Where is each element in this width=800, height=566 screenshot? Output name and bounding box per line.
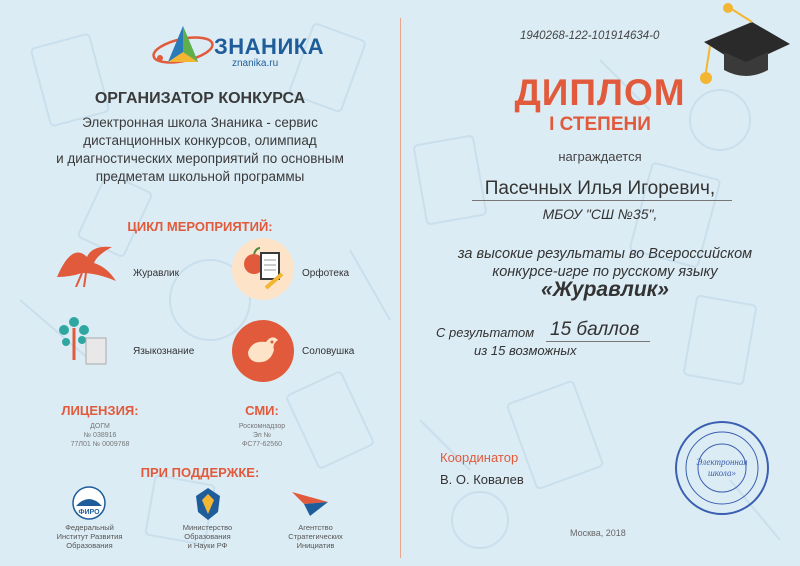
cycle-item-solovushka: Соловушка — [302, 346, 355, 357]
firo-logo-icon — [72, 486, 106, 520]
center-divider — [400, 18, 401, 558]
diploma-title: ДИПЛОМ — [514, 72, 686, 113]
svg-text:школа»: школа» — [708, 468, 736, 478]
support-firo-label: Федеральный Институт Развития Образования — [56, 523, 123, 550]
result-of: из 15 возможных — [474, 343, 577, 358]
coordinator-label: Координатор — [440, 450, 519, 465]
bird-icon — [232, 320, 294, 382]
organizer-title: ОРГАНИЗАТОР КОНКУРСА — [94, 90, 306, 107]
cycle-title: ЦИКЛ МЕРОПРИЯТИЙ: — [127, 219, 273, 234]
support-asi-label: Агентство Стратегических Инициатив — [288, 523, 343, 550]
ministry-emblem-icon — [192, 486, 224, 522]
footer-place: Москва, 2018 — [570, 528, 626, 538]
result-score: 15 баллов — [550, 319, 640, 340]
awarded-text: награждается — [558, 149, 642, 164]
cycle-item-zhuravlik: Журавлик — [133, 268, 180, 279]
asi-logo-icon — [290, 488, 330, 518]
recipient-name: Пасечных Илья Игоревич, — [484, 178, 716, 199]
smi-title: СМИ: — [245, 403, 279, 418]
support-ministry-label: Министерство Образования и Науки РФ — [182, 523, 233, 550]
crane-icon — [52, 237, 122, 287]
license-details: ДОГМ № 038916 77Л01 № 0009768 — [70, 423, 130, 448]
book-apple-icon — [232, 238, 294, 300]
recipient-school: МБОУ "СШ №35", — [542, 206, 658, 222]
name-underline — [472, 200, 732, 201]
znanika-logo-icon — [150, 22, 216, 74]
support-title: ПРИ ПОДДЕРЖКЕ: — [140, 465, 260, 480]
svg-text:ФИРО: ФИРО — [78, 509, 100, 516]
logo-brand: ЗНАНИКА — [214, 34, 325, 59]
smi-details: Роскомнадзор Эл № ФС77-62560 — [238, 423, 286, 448]
score-underline — [546, 341, 650, 342]
diploma-degree: I СТЕПЕНИ — [549, 114, 651, 135]
license-title: ЛИЦЕНЗИЯ: — [61, 403, 139, 418]
result-prefix: С результатом — [436, 325, 535, 340]
stamp-seal-icon — [672, 418, 772, 518]
cycle-item-yazykoznanie: Языкознание — [133, 346, 195, 357]
serial-number: 1940268-122-101914634-0 — [520, 30, 660, 42]
coordinator-name: В. О. Ковалев — [440, 472, 524, 487]
award-reason: за высокие результаты во Всероссийском конкурсе-игре по русскому языку — [457, 246, 753, 280]
contest-name: «Журавлик» — [541, 278, 669, 301]
logo-site: znanika.ru — [232, 58, 279, 69]
tree-book-icon — [52, 310, 114, 372]
svg-text:Электронная: Электронная — [696, 457, 748, 467]
organizer-description: Электронная школа Знаника - сервис дистанционных конкурсов, олимпиад и диагностических мероприятий по основным предметам школьной программы — [56, 115, 344, 184]
cycle-item-orfoteka: Орфотека — [302, 268, 350, 279]
